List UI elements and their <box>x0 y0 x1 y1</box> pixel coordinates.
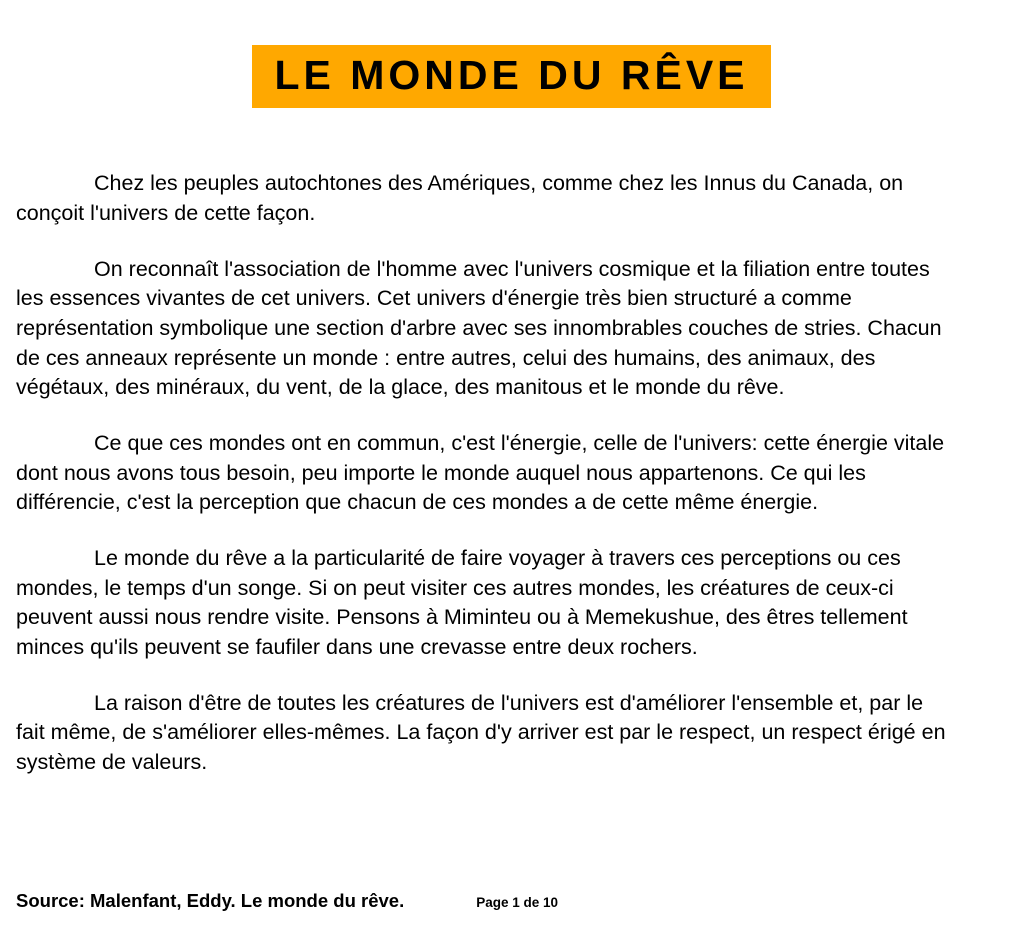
paragraph: On reconnaît l'association de l'homme avec l'univers cosmique et la filiation entre toutes les essences vivantes de cet univers. Cet univers d'énergie très bien structuré a comme représentation symbolique une section d'arbre avec ses innombrables couches de stries. Chacun de ces anneaux représente un monde : entre autres, celui des humains, des animaux, des végétaux, des minéraux, du vent, de la glace, des manitous et le monde du rêve. <box>16 256 942 400</box>
paragraph: Le monde du rêve a la particularité de faire voyager à travers ces perceptions ou ces mondes, le temps d'un songe. Si on peut visiter ces autres mondes, les créatures de ceux-ci peuvent aussi nous rendre visite. Pensons à Miminteu ou à Memekushue, des êtres tellement minces qu'ils peuvent se faufiler dans une crevasse entre deux rochers. <box>16 545 908 659</box>
page-title: LE MONDE DU RÊVE <box>252 45 770 107</box>
paragraph: Ce que ces mondes ont en commun, c'est l'énergie, celle de l'univers: cette énergie vitale dont nous avons tous besoin, peu importe le monde auquel nous appartenons. Ce qui les différencie, c'est la perception que chacun de ces mondes a de cette même énergie. <box>16 430 945 515</box>
title-container <box>0 0 1023 135</box>
page-number: Page 1 de 10 <box>476 895 559 910</box>
paragraph: Chez les peuples autochtones des Amériques, comme chez les Innus du Canada, on conçoit l'univers de cette façon. <box>16 171 904 225</box>
document-footer <box>16 890 1007 912</box>
source-citation: Source: Malenfant, Eddy. Le monde du rêve. <box>16 890 405 911</box>
document-body <box>0 169 1023 777</box>
paragraph: La raison d'être de toutes les créatures de l'univers est d'améliorer l'ensemble et, par le fait même, de s'améliorer elles-mêmes. La façon d'y arriver est par le respect, un respect érigé en système de valeurs. <box>16 690 946 774</box>
